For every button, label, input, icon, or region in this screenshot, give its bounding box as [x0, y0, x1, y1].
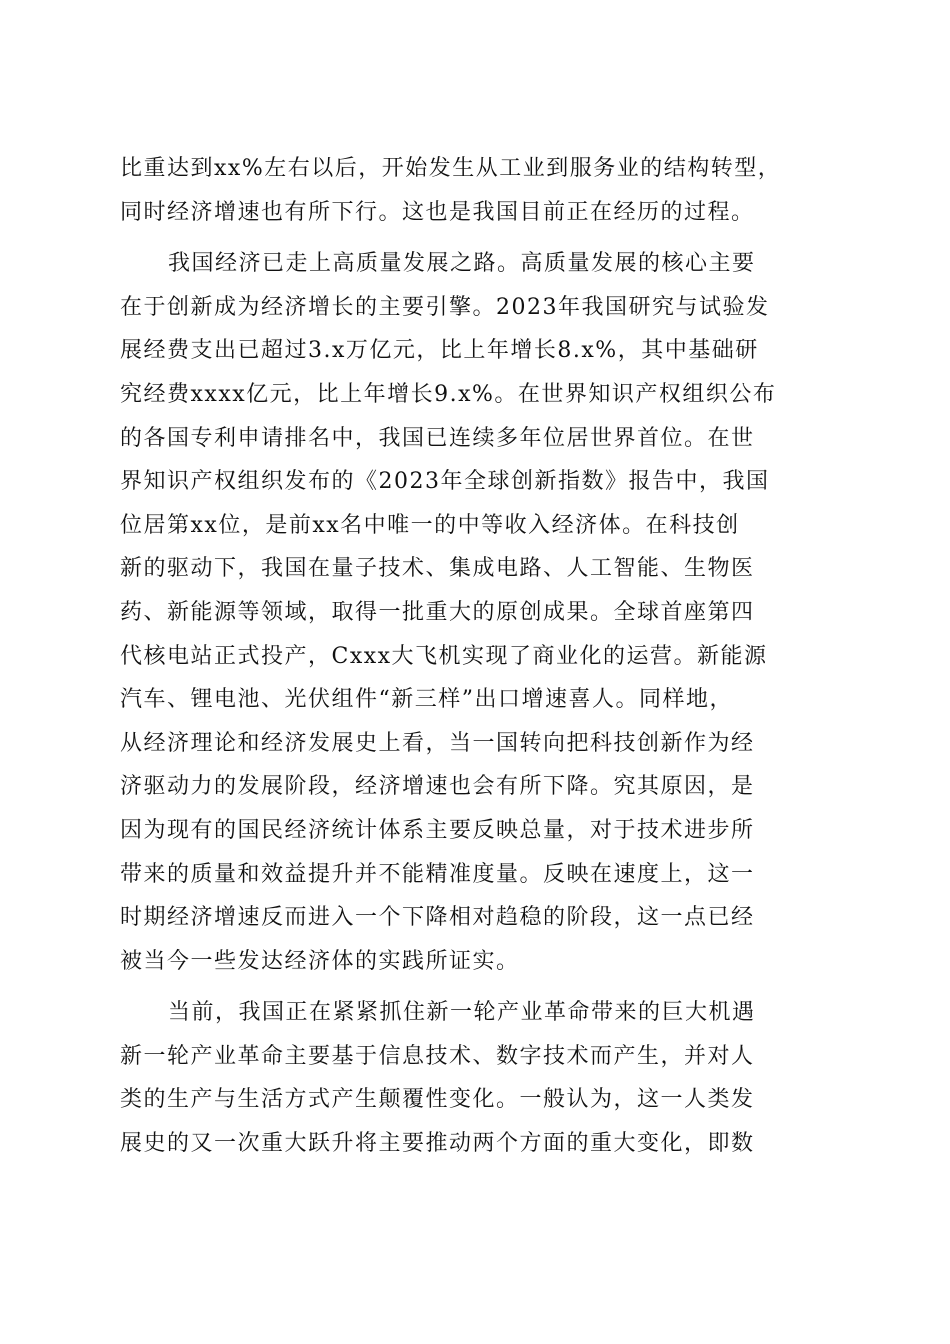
text-line: 位居第xx位，是前xx名中唯一的中等收入经济体。在科技创 [120, 512, 740, 538]
text-line: 药、新能源等领域，取得一批重大的原创成果。全球首座第四 [120, 599, 755, 625]
text-line: 界知识产权组织发布的《2023年全球创新指数》报告中，我国 [120, 469, 770, 495]
text-line: 新的驱动下，我国在量子技术、集成电路、人工智能、生物医 [120, 556, 755, 582]
text-line: 新一轮产业革命主要基于信息技术、数字技术而产生，并对人 [120, 1043, 755, 1069]
text-line: 带来的质量和效益提升并不能精准度量。反映在速度上，这一 [120, 861, 755, 887]
paragraph-3 [120, 991, 830, 1165]
paragraph-1 [120, 147, 830, 234]
text-line: 被当今一些发达经济体的实践所证实。 [120, 948, 520, 974]
text-line: 同时经济增速也有所下行。这也是我国目前正在经历的过程。 [120, 199, 755, 225]
text-line: 当前，我国正在紧紧抓住新一轮产业革命带来的巨大机遇 [168, 1000, 756, 1026]
text-line: 类的生产与生活方式产生颠覆性变化。一般认为，这一人类发 [120, 1087, 755, 1113]
text-line: 因为现有的国民经济统计体系主要反映总量，对于技术进步所 [120, 817, 755, 843]
document-body [120, 147, 830, 1166]
text-line: 代核电站正式投产，Cxxx大飞机实现了商业化的运营。新能源 [120, 643, 768, 669]
text-line: 比重达到xx%左右以后，开始发生从工业到服务业的结构转型， [120, 156, 782, 181]
text-line: 在于创新成为经济增长的主要引擎。2023年我国研究与试验发 [120, 294, 770, 320]
text-line: 究经费xxxx亿元，比上年增长9.x%。在世界知识产权组织公布 [120, 381, 777, 407]
text-line: 从经济理论和经济发展史上看，当一国转向把科技创新作为经 [120, 730, 755, 756]
paragraph-2 [120, 242, 830, 983]
text-line: 汽车、锂电池、光伏组件“新三样”出口增速喜人。同样地， [120, 687, 733, 713]
text-line: 展经费支出已超过3.x万亿元，比上年增长8.x%，其中基础研 [120, 338, 759, 364]
paragraph-gap [120, 983, 830, 991]
text-line: 展史的又一次重大跃升将主要推动两个方面的重大变化，即数 [120, 1131, 755, 1157]
text-line: 时期经济增速反而进入一个下降相对趋稳的阶段，这一点已经 [120, 905, 755, 931]
paragraph-gap [120, 234, 830, 242]
text-line: 济驱动力的发展阶段，经济增速也会有所下降。究其原因，是 [120, 774, 755, 800]
text-line: 的各国专利申请排名中，我国已连续多年位居世界首位。在世 [120, 425, 755, 451]
text-line: 我国经济已走上高质量发展之路。高质量发展的核心主要 [168, 251, 756, 277]
